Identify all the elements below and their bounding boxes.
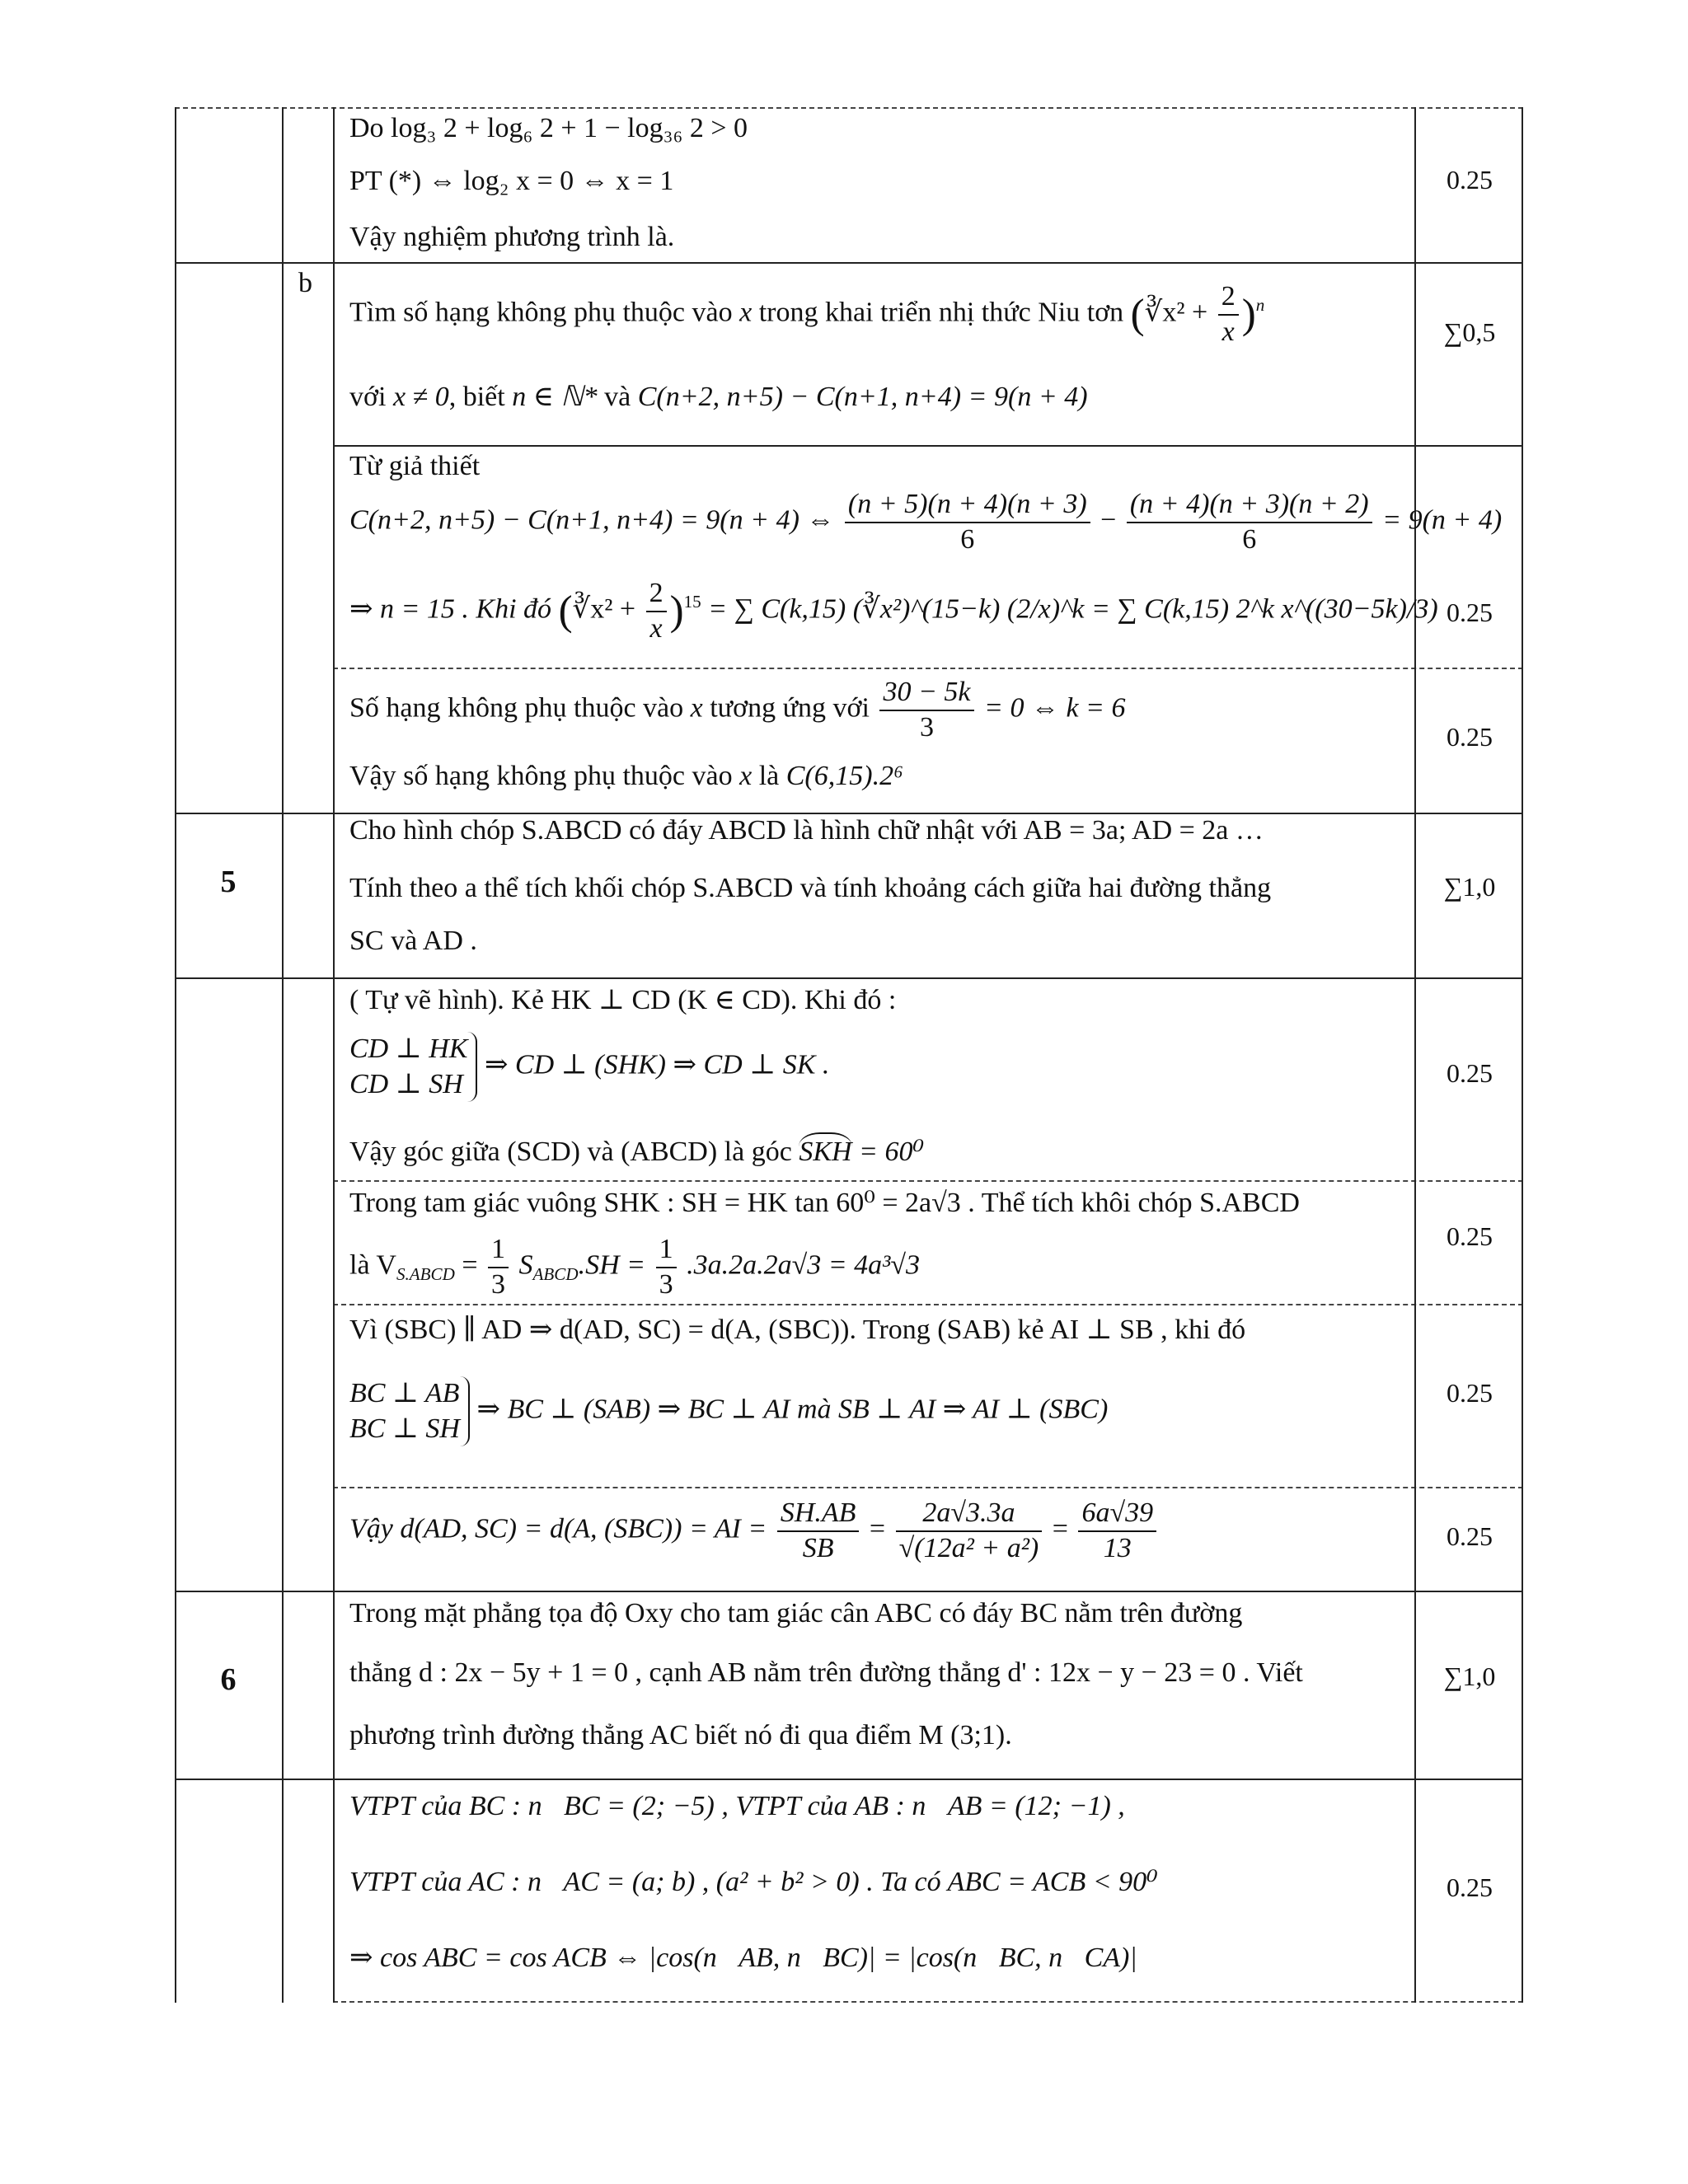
solution-line: C(n+2, n+5) − C(n+1, n+4) = 9(n + 4) ⇔ $\frac{(n + 5)(n + 4)(n + 3)}{6}$ − $\frac{(n + 4)(n + 3)(n + 2)}{6}$ = 9(n + 4)	[349, 489, 1503, 555]
score: 0.25	[1447, 1378, 1493, 1408]
solution-line: ( Tự vẽ hình). Kẻ HK ⊥ CD (K ∈ CD). Khi đó :	[349, 985, 897, 1015]
solution-line: là $V_{S.ABCD}$ = $\frac{1}{3}$ $S_{ABCD}.SH$ = $\frac{1}{3}$ .3a.2a.2a√3 = 4a³√3	[349, 1234, 921, 1300]
score: 0.25	[1447, 722, 1493, 752]
solution-line: Từ giả thiết	[349, 451, 481, 481]
score: ∑1,0	[1443, 1661, 1496, 1691]
score: 0.25	[1447, 1221, 1493, 1251]
question-line: Tìm số hạng không phụ thuộc vào x trong khai triển nhị thức Niu tơn (∛x² + $\frac{2}{x}$ )$^n$	[349, 281, 1265, 347]
part-label: b	[298, 268, 312, 298]
solution-line: CD ⊥ HK CD ⊥ SH ⇒ CD ⊥ (SHK) ⇒ CD ⊥ SK .	[349, 1032, 829, 1102]
solution-line: ⇒ cos ABC = cos ACB ⇔ |cos(n⃗AB, n⃗BC)| = |cos(n⃗BC, n⃗CA)|	[349, 1943, 1137, 1973]
score: ∑1,0	[1443, 872, 1496, 902]
row-border	[175, 1591, 1523, 1592]
row-border-dashed	[333, 1487, 1523, 1488]
solution-line: Số hạng không phụ thuộc vào x tương ứng với $\frac{30 - 5k}{3}$ = 0 ⇔ k = 6	[349, 677, 1126, 743]
score: 0.25	[1447, 1872, 1493, 1902]
score: 0.25	[1447, 165, 1493, 194]
table-bottom-border	[333, 2001, 1523, 2003]
score: 0.25	[1447, 598, 1493, 627]
solution-line: Vì (SBC) ∥ AD ⇒ d(AD, SC) = d(A, (SBC)). Trong (SAB) kẻ AI ⊥ SB , khi đó	[349, 1315, 1246, 1345]
column-border	[333, 107, 335, 2003]
solution-line: Vậy d(AD, SC) = d(A, (SBC)) = AI = $\frac{SH.AB}{SB}$ = $\frac{2a√3.3a}{\text{√(12a² + a²)}}$ = $\frac{6a√39}{13}$	[349, 1497, 1160, 1566]
solution-line: Trong tam giác vuông SHK : SH = HK tan 60⁰ = 2a√3 . Thể tích khôi chóp S.ABCD	[349, 1188, 1300, 1218]
question-line: Cho hình chóp S.ABCD có đáy ABCD là hình chữ nhật với AB = 3a; AD = 2a …	[349, 815, 1264, 846]
column-border	[175, 107, 176, 2003]
solution-line: Vậy nghiệm phương trình là.	[349, 222, 675, 252]
column-border	[1414, 107, 1416, 2003]
solution-line: Vậy số hạng không phụ thuộc vào x là C(6,15).2⁶	[349, 761, 903, 791]
row-border	[333, 445, 1523, 447]
question-number: 6	[220, 1662, 237, 1697]
question-line: Tính theo a thể tích khối chóp S.ABCD và tính khoảng cách giữa hai đường thẳng	[349, 873, 1272, 903]
row-border-dashed	[333, 1304, 1523, 1305]
row-border	[175, 1779, 1523, 1780]
solution-line: ⇒ n = 15 . Khi đó (∛x² + $\frac{2}{x}$ )$^{15}$ = ∑ C(k,15) (∛x²)^(15−k) (2/x)^k = ∑ C(k,15) 2^k x^((30−5k)/3)	[349, 578, 1438, 644]
column-border	[1522, 107, 1523, 2003]
solution-line: PT (*) ⇔ log₂ x = 0 ⇔ x = 1	[349, 166, 674, 196]
solution-line: Do log₃ 2 + log₆ 2 + 1 − log₃₆ 2 > 0	[349, 113, 748, 143]
table-top-border	[175, 107, 1523, 109]
question-line: Trong mặt phẳng tọa độ Oxy cho tam giác cân ABC có đáy BC nằm trên đường	[349, 1598, 1243, 1629]
binomial-expression: (	[1130, 291, 1145, 338]
solution-line: VTPT của BC : n⃗BC = (2; −5) , VTPT của AB : n⃗AB = (12; −1) ,	[349, 1791, 1125, 1821]
question-number: 5	[220, 865, 237, 899]
row-border-dashed	[333, 1180, 1523, 1182]
solution-line: VTPT của AC : n⃗AC = (a; b) , (a² + b² > 0) . Ta có ABC = ACB < 90⁰	[349, 1867, 1158, 1897]
score: 0.25	[1447, 1521, 1493, 1551]
question-line: thẳng d : 2x − 5y + 1 = 0 , cạnh AB nằm trên đường thẳng d' : 12x − y − 23 = 0 . Viết	[349, 1657, 1303, 1688]
row-border-dashed	[333, 668, 1523, 669]
question-line: phương trình đường thẳng AC biết nó đi qua điểm M (3;1).	[349, 1720, 1012, 1750]
score: 0.25	[1447, 1058, 1493, 1088]
question-line: SC và AD .	[349, 926, 477, 956]
solution-line: Vậy góc giữa (SCD) và (ABCD) là góc SKH = 60⁰	[349, 1132, 924, 1168]
score: ∑0,5	[1443, 317, 1496, 347]
row-border	[175, 262, 1523, 264]
column-border	[282, 107, 284, 2003]
solution-line: BC ⊥ AB BC ⊥ SH ⇒ BC ⊥ (SAB) ⇒ BC ⊥ AI mà SB ⊥ AI ⇒ AI ⊥ (SBC)	[349, 1376, 1108, 1446]
row-border	[175, 977, 1523, 979]
question-line: với x ≠ 0, biết n ∈ ℕ* và C(n+2, n+5) − C(n+1, n+4) = 9(n + 4)	[349, 382, 1088, 412]
